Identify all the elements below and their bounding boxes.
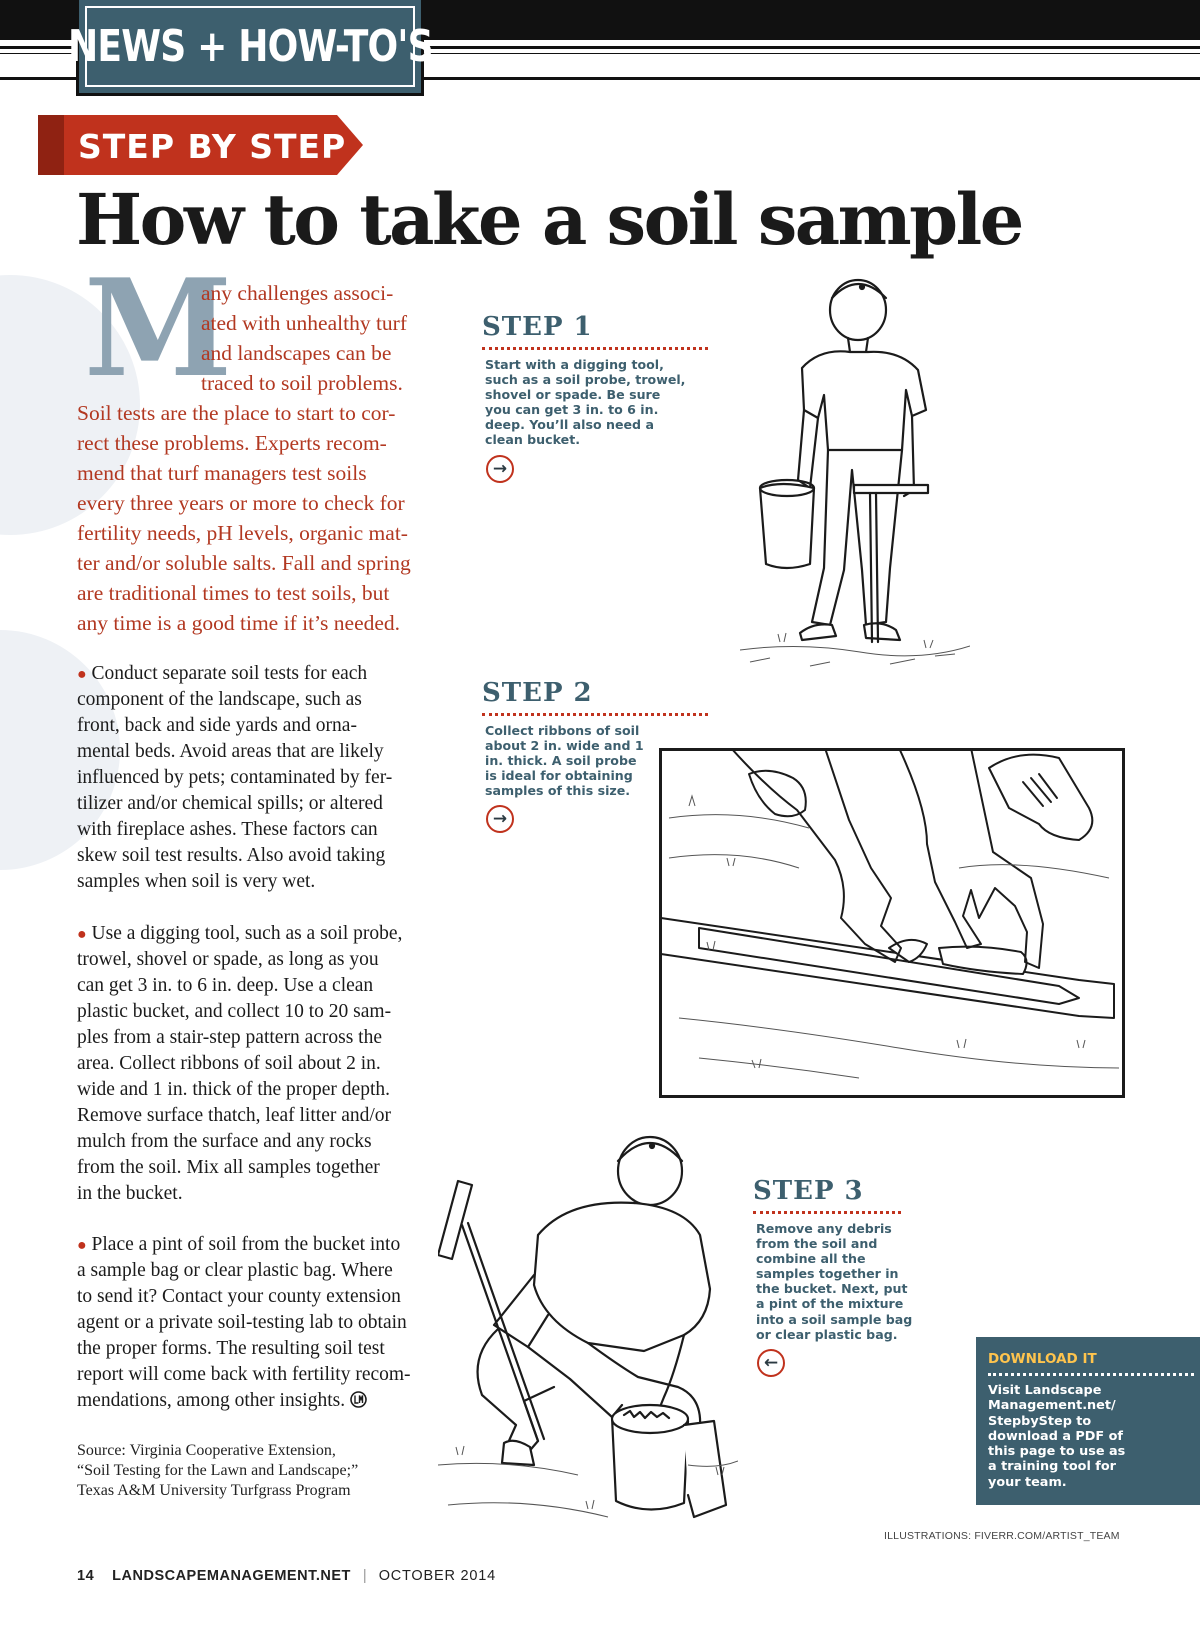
download-title: DOWNLOAD IT <box>988 1351 1097 1367</box>
intro-line: fertility needs, pH levels, organic mat- <box>77 521 408 545</box>
arrow-right-icon: → <box>486 805 514 833</box>
body-line: influenced by pets; contaminated by fer- <box>77 767 393 788</box>
intro-line: any time is a good time if it’s needed. <box>77 611 401 635</box>
section-label-box <box>67 0 433 96</box>
body-line: to send it? Contact your county extension <box>77 1286 401 1307</box>
article-title: How to take a soil sample <box>76 178 1022 261</box>
bullet-dot: ● <box>77 926 87 943</box>
download-divider <box>988 1373 1194 1376</box>
body-line: the proper forms. The resulting soil test <box>77 1338 385 1359</box>
body-line: mulch from the surface and any rocks <box>77 1131 372 1152</box>
bullet-dot: ● <box>77 666 87 683</box>
step-by-step-label: STEP BY STEP <box>78 127 347 166</box>
intro-line: ter and/or soluble salts. Fall and spring <box>77 551 411 575</box>
step-2-title: STEP 2 <box>482 678 593 708</box>
body-line: area. Collect ribbons of soil about 2 in. <box>77 1053 381 1074</box>
arrow-right-icon: → <box>486 455 514 483</box>
body-line: Remove surface thatch, leaf litter and/or <box>77 1105 392 1126</box>
body-line: from the soil. Mix all samples together <box>77 1157 380 1178</box>
intro-line: ated with unhealthy turf <box>201 311 407 335</box>
intro-line: Soil tests are the place to start to cor- <box>77 401 396 425</box>
body-line: ples from a stair-step pattern across the <box>77 1027 383 1048</box>
download-box[interactable] <box>976 1337 1200 1505</box>
body-line: trowel, shovel or spade, as long as you <box>77 949 379 970</box>
step-1-title: STEP 1 <box>482 312 593 342</box>
body-line: ● Place a pint of soil from the bucket into <box>77 1234 401 1255</box>
intro-line: traced to soil problems. <box>201 371 403 395</box>
body-line: agent or a private soil-testing lab to obtain <box>77 1312 407 1333</box>
source-line: Texas A&M University Turfgrass Program <box>77 1482 351 1499</box>
intro-line: are traditional times to test soils, but <box>77 581 390 605</box>
body-line: with fireplace ashes. These factors can <box>77 819 378 840</box>
body-line: front, back and side yards and orna- <box>77 715 357 736</box>
source-line: Source: Virginia Cooperative Extension, <box>77 1442 336 1459</box>
body-line: mendations, among other insights. <box>77 1391 367 1411</box>
body-line: component of the landscape, such as <box>77 689 362 710</box>
page-number: 14 <box>77 1568 95 1584</box>
body-line: plastic bucket, and collect 10 to 20 sam- <box>77 1001 392 1022</box>
intro-line: any challenges associ- <box>201 281 394 305</box>
intro-line: mend that turf managers test soils <box>77 461 367 485</box>
section-label: NEWS + HOW-TO'S <box>67 21 433 72</box>
body-line: skew soil test results. Also avoid taking <box>77 845 386 866</box>
body-line: mental beds. Avoid areas that are likely <box>77 741 384 762</box>
download-text: Visit Landscape Management.net/ StepbyStep to download a PDF of this page to use as a training tool for your team. <box>988 1383 1126 1490</box>
step-3-title: STEP 3 <box>753 1176 864 1206</box>
body-line: report will come back with fertility recom- <box>77 1364 411 1385</box>
source-line: “Soil Testing for the Lawn and Landscape;” <box>77 1462 359 1479</box>
step-3-divider <box>753 1211 901 1214</box>
footer-site: LANDSCAPEMANAGEMENT.NET <box>112 1568 351 1584</box>
drop-cap: M <box>84 249 233 407</box>
arrow-left-icon: ← <box>757 1349 785 1377</box>
step-1-text: Start with a digging tool, such as a soil probe, trowel, shovel or spade. Be sure you can get 3 in. to 6 in. deep. You’ll also need a clean bucket. <box>485 357 686 448</box>
body-line: tilizer and/or chemical spills; or altered <box>77 793 383 814</box>
body-line: ● Conduct separate soil tests for each <box>77 663 368 684</box>
body-line: samples when soil is very wet. <box>77 871 316 892</box>
body-line: wide and 1 in. thick of the proper depth. <box>77 1079 390 1100</box>
intro-line: every three years or more to check for <box>77 491 405 515</box>
body-line: can get 3 in. to 6 in. deep. Use a clean <box>77 975 374 996</box>
body-line: a sample bag or clear plastic bag. Where <box>77 1260 393 1281</box>
body-line: ● Use a digging tool, such as a soil probe, <box>77 923 403 944</box>
intro-line: rect these problems. Experts recom- <box>77 431 387 455</box>
illustration-credit: ILLUSTRATIONS: FIVERR.COM/ARTIST_TEAM <box>884 1530 1120 1542</box>
footer-date: OCTOBER 2014 <box>378 1568 497 1584</box>
step-2-divider <box>482 713 708 716</box>
body-line: in the bucket. <box>77 1183 183 1204</box>
step-2-text: Collect ribbons of soil about 2 in. wide and 1 in. thick. A soil probe is ideal for obtaining samples of this size. <box>485 723 644 799</box>
intro-line: and landscapes can be <box>201 341 392 365</box>
step-2-illustration <box>659 748 1125 1098</box>
step-3-text: Remove any debris from the soil and combine all the samples together in the bucket. Next, put a pint of the mixture into a soil sample bag or clear plastic bag. <box>756 1221 913 1342</box>
bullet-dot: ● <box>77 1237 87 1254</box>
page-footer <box>77 1568 496 1584</box>
step-3-illustration <box>438 1125 738 1525</box>
step-1-illustration <box>740 270 970 690</box>
footer-separator: | <box>362 1568 367 1584</box>
step-1-divider <box>482 347 708 350</box>
lm-end-mark-icon <box>350 1391 367 1408</box>
